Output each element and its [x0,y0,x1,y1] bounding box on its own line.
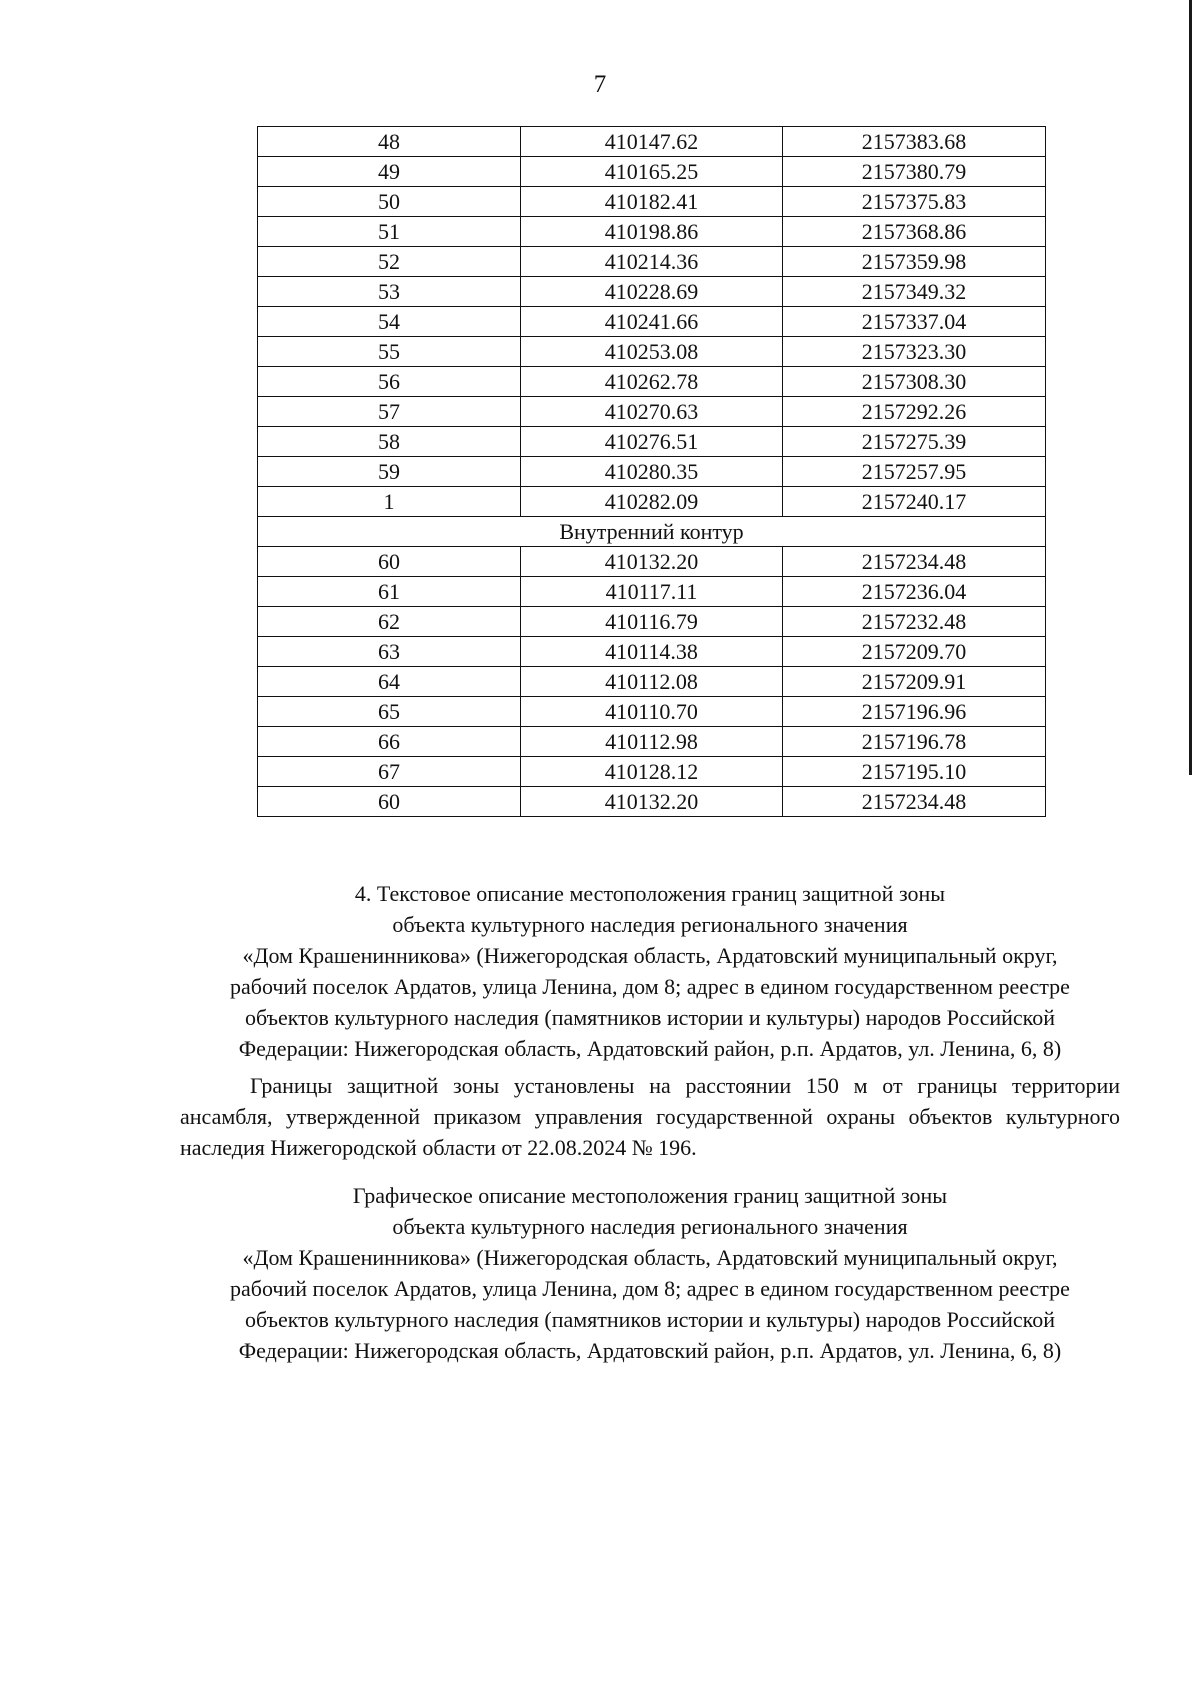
point-number: 64 [258,667,521,697]
heading-line: объекта культурного наследия регионального значения [392,1214,908,1239]
heading-line: объектов культурного наследия (памятников истории и культуры) народов Российской [244,1005,1056,1030]
coordinate-y: 2157368.86 [783,217,1046,247]
coordinate-x: 410147.62 [521,127,783,157]
table-row [258,697,1046,727]
point-number: 58 [258,427,521,457]
scan-edge-line [1189,0,1192,775]
point-number: 56 [258,367,521,397]
point-number: 55 [258,337,521,367]
coordinate-y: 2157349.32 [783,277,1046,307]
point-number: 51 [258,217,521,247]
table-row [258,577,1046,607]
table-row [258,127,1046,157]
coordinate-y: 2157359.98 [783,247,1046,277]
inner-contour-heading-row [258,517,1046,547]
coordinate-y: 2157232.48 [783,607,1046,637]
heading-line: Федерации: Нижегородская область, Ардатовский район, р.п. Ардатов, ул. Ленина, 6, 8) [238,1338,1062,1363]
table-row [258,667,1046,697]
heading-line: «Дом Крашенинникова» (Нижегородская область, Ардатовский муниципальный округ, [242,1245,1058,1270]
coordinate-y: 2157323.30 [783,337,1046,367]
table-row [258,607,1046,637]
coordinates-table [257,126,1046,817]
boundary-paragraph: Границы защитной зоны установлены на расстоянии 150 м от границы территории ансамбля, утвержденной приказом управления государственной охраны объектов культурного наследия Нижегородской области от 22.08.2024 № 196. [180,1073,1120,1160]
graphic-description-heading [180,1180,1120,1366]
point-number: 49 [258,157,521,187]
table-row [258,757,1046,787]
coordinate-x: 410228.69 [521,277,783,307]
table-row [258,397,1046,427]
point-number: 63 [258,637,521,667]
coordinate-y: 2157234.48 [783,787,1046,817]
point-number: 48 [258,127,521,157]
heading-line: Федерации: Нижегородская область, Ардатовский район, р.п. Ардатов, ул. Ленина, 6, 8) [238,1036,1062,1061]
coordinate-x: 410110.70 [521,697,783,727]
coordinate-y: 2157236.04 [783,577,1046,607]
point-number: 59 [258,457,521,487]
point-number: 50 [258,187,521,217]
coordinate-x: 410262.78 [521,367,783,397]
point-number: 60 [258,787,521,817]
coordinate-x: 410165.25 [521,157,783,187]
table-row [258,337,1046,367]
coordinate-x: 410116.79 [521,607,783,637]
heading-line: рабочий поселок Ардатов, улица Ленина, дом 8; адрес в едином государственном реестре [230,1276,1070,1301]
coordinate-x: 410282.09 [521,487,783,517]
coordinate-y: 2157257.95 [783,457,1046,487]
heading-line: 4. Текстовое описание местоположения границ защитной зоны [354,881,946,906]
point-number: 66 [258,727,521,757]
coordinate-y: 2157234.48 [783,547,1046,577]
point-number: 52 [258,247,521,277]
coordinate-y: 2157337.04 [783,307,1046,337]
point-number: 60 [258,547,521,577]
coordinate-x: 410112.08 [521,667,783,697]
coordinate-x: 410198.86 [521,217,783,247]
point-number: 62 [258,607,521,637]
point-number: 61 [258,577,521,607]
coordinate-y: 2157196.78 [783,727,1046,757]
point-number: 53 [258,277,521,307]
table-row [258,427,1046,457]
coordinate-x: 410117.11 [521,577,783,607]
point-number: 67 [258,757,521,787]
point-number: 54 [258,307,521,337]
coordinate-y: 2157196.96 [783,697,1046,727]
table-row [258,187,1046,217]
coordinate-y: 2157275.39 [783,427,1046,457]
table-row [258,637,1046,667]
table-row [258,787,1046,817]
coordinate-x: 410276.51 [521,427,783,457]
coordinate-x: 410270.63 [521,397,783,427]
coordinate-x: 410128.12 [521,757,783,787]
table-row [258,217,1046,247]
heading-line: «Дом Крашенинникова» (Нижегородская область, Ардатовский муниципальный округ, [242,943,1058,968]
table-row [258,547,1046,577]
coordinate-y: 2157209.70 [783,637,1046,667]
coordinate-x: 410253.08 [521,337,783,367]
section-4-heading [180,878,1120,1064]
heading-line: объекта культурного наследия регионального значения [392,912,908,937]
table-row [258,457,1046,487]
table-row [258,367,1046,397]
coordinate-x: 410280.35 [521,457,783,487]
coordinate-x: 410132.20 [521,787,783,817]
table-row [258,277,1046,307]
point-number: 65 [258,697,521,727]
coordinate-x: 410114.38 [521,637,783,667]
point-number: 1 [258,487,521,517]
coordinate-y: 2157308.30 [783,367,1046,397]
table-row [258,727,1046,757]
coordinate-y: 2157380.79 [783,157,1046,187]
table-row [258,487,1046,517]
point-number: 57 [258,397,521,427]
coordinate-y: 2157195.10 [783,757,1046,787]
coordinate-x: 410241.66 [521,307,783,337]
coordinate-y: 2157209.91 [783,667,1046,697]
coordinate-x: 410182.41 [521,187,783,217]
coordinate-y: 2157383.68 [783,127,1046,157]
coordinate-x: 410214.36 [521,247,783,277]
coordinate-y: 2157292.26 [783,397,1046,427]
table-row [258,157,1046,187]
page-number: 7 [593,71,607,98]
table-row [258,247,1046,277]
heading-line: объектов культурного наследия (памятников истории и культуры) народов Российской [244,1307,1056,1332]
coordinate-x: 410132.20 [521,547,783,577]
heading-line: Графическое описание местоположения границ защитной зоны [352,1183,948,1208]
table-row [258,307,1046,337]
coordinate-y: 2157240.17 [783,487,1046,517]
coordinate-x: 410112.98 [521,727,783,757]
coordinate-y: 2157375.83 [783,187,1046,217]
inner-contour-heading: Внутренний контур [258,517,1046,547]
heading-line: рабочий поселок Ардатов, улица Ленина, дом 8; адрес в едином государственном реестре [230,974,1070,999]
